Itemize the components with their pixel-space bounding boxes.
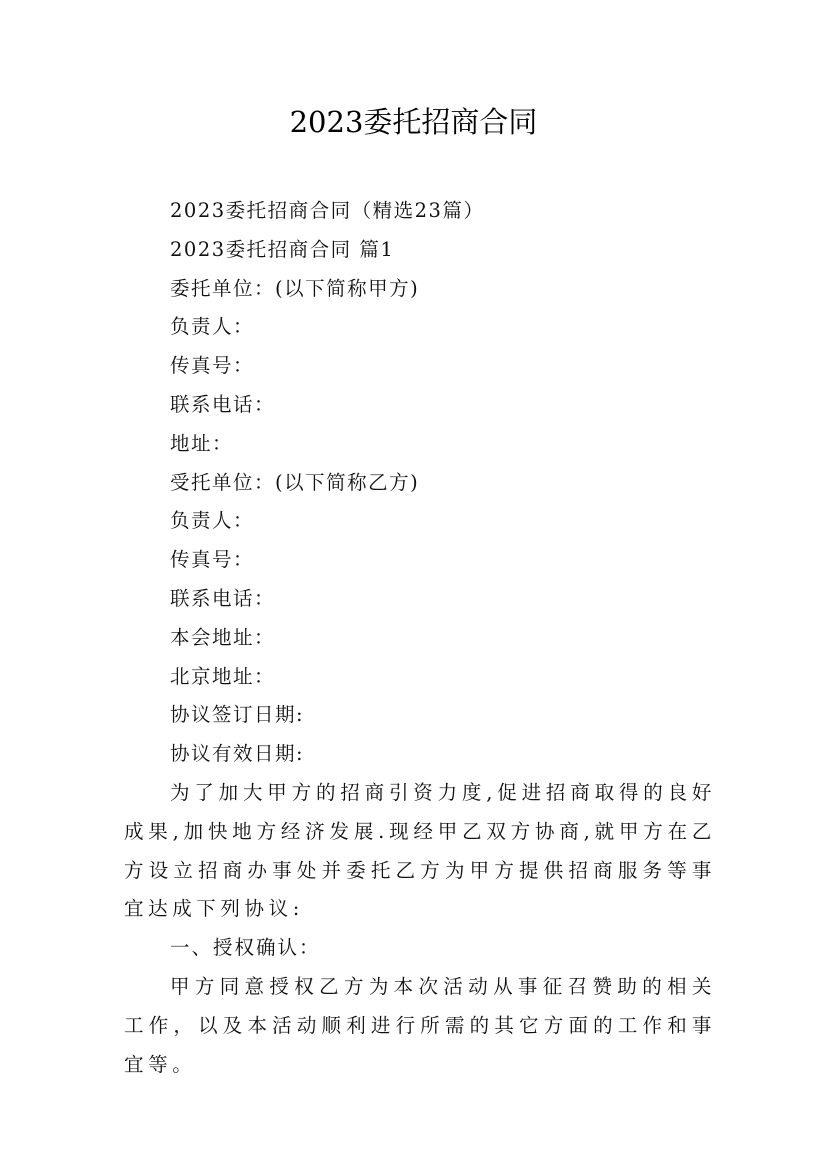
document-title: 2023委托招商合同: [289, 105, 538, 139]
principal-address-line: 地址：: [170, 431, 234, 455]
agent-fax-line: 传真号：: [170, 548, 255, 572]
principal-responsible-line: 负责人：: [170, 315, 255, 339]
intro-paragraph: 为了加大甲方的招商引资力度,促进招商取得的良好成果,加快地方经济发展.现经甲乙双方协商,就甲方在乙方设立招商办事处并委托乙方为甲方提供招商服务等事宜达成下列协议:: [124, 780, 716, 921]
agent-local-address-line: 本会地址：: [170, 625, 276, 649]
agent-responsible-line: 负责人：: [170, 509, 255, 533]
signing-date-line: 协议签订日期:: [170, 703, 305, 727]
section-paragraph: 甲方同意授权乙方为本次活动从事征召赞助的相关工作，以及本活动顺利进行所需的其它方面的工作和事宜等。: [124, 974, 716, 1076]
agent-beijing-address-line: 北京地址：: [170, 664, 276, 688]
article-heading: 2023委托招商合同 篇1: [170, 237, 395, 261]
validity-date-line: 协议有效日期:: [170, 742, 305, 766]
principal-phone-line: 联系电话：: [170, 392, 276, 416]
section-heading: 一、授权确认：: [170, 936, 321, 960]
document-body: [124, 192, 716, 1084]
agent-phone-line: 联系电话：: [170, 586, 276, 610]
principal-unit-line: 委托单位：(以下简称甲方): [170, 276, 420, 300]
agent-unit-line: 受托单位：(以下简称乙方): [170, 470, 420, 494]
principal-fax-line: 传真号：: [170, 354, 255, 378]
subtitle-line: 2023委托招商合同（精选23篇）: [170, 199, 485, 222]
